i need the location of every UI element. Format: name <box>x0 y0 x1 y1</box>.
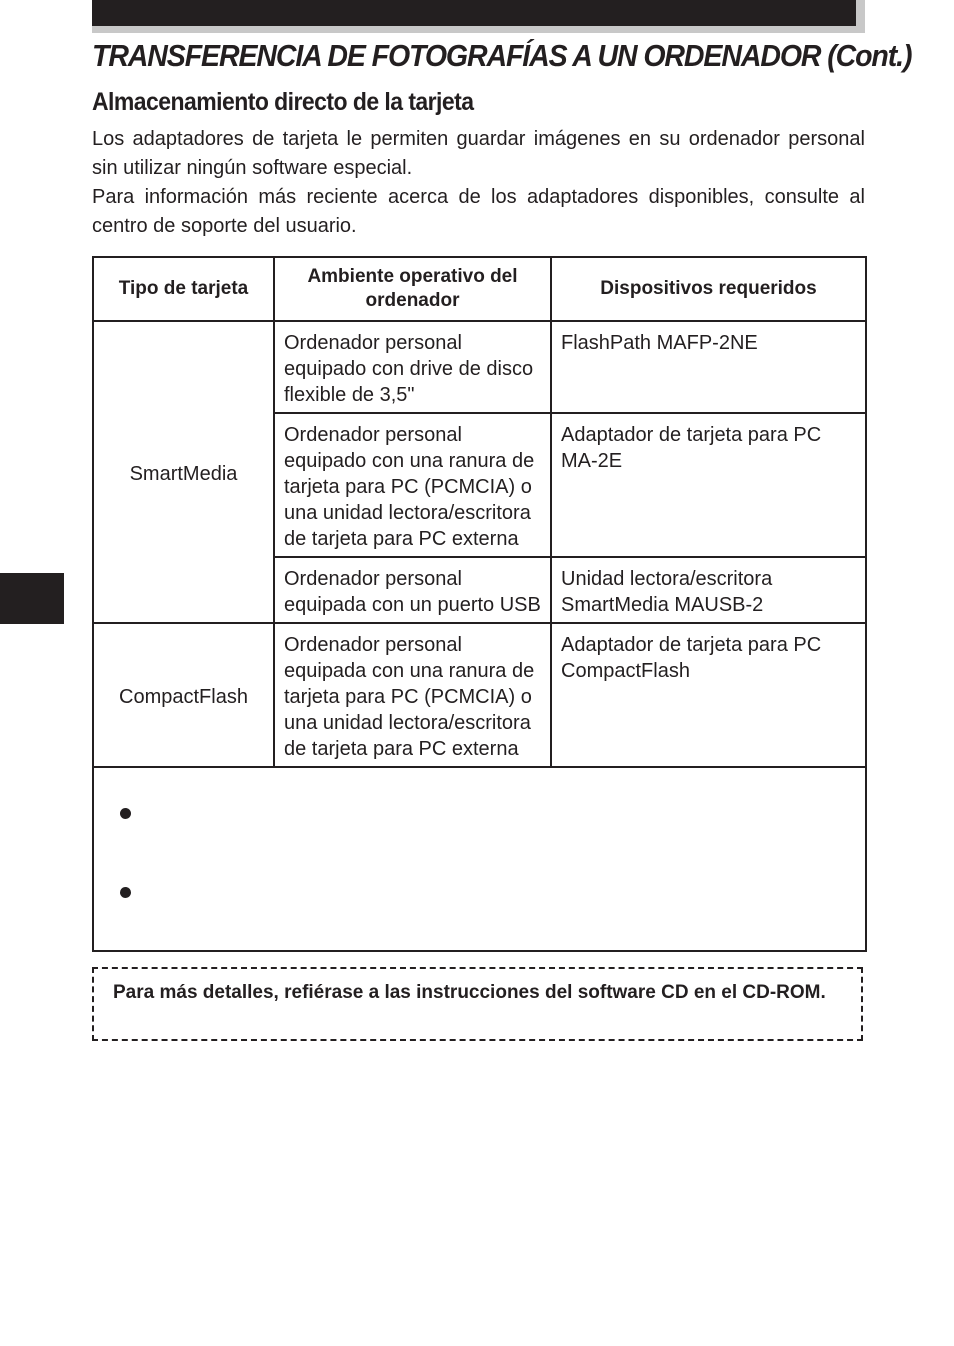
chapter-tab <box>0 573 64 624</box>
env-cell: Ordenador personal equipado con drive de disco flexible de 3,5" <box>274 321 551 413</box>
device-cell: Adaptador de tarjeta para PC MA-2E <box>551 413 866 557</box>
header-devices: Dispositivos requeridos <box>551 257 866 321</box>
card-type-smartmedia: SmartMedia <box>93 321 274 623</box>
env-cell: Ordenador personal equipado con una ranura de tarjeta para PC (PCMCIA) o una unidad lectora/escritora de tarjeta para PC externa <box>274 413 551 557</box>
table-row <box>93 623 866 767</box>
details-note-box <box>92 967 863 1041</box>
bullet-icon <box>120 808 131 819</box>
env-cell: Ordenador personal equipada con una ranura de tarjeta para PC (PCMCIA) o una unidad lectora/escritora de tarjeta para PC externa <box>274 623 551 767</box>
header-environment: Ambiente operativo del ordenador <box>274 257 551 321</box>
device-cell: Adaptador de tarjeta para PC CompactFlash <box>551 623 866 767</box>
header-card-type: Tipo de tarjeta <box>93 257 274 321</box>
device-cell: Unidad lectora/escritora SmartMedia MAUSB-2 <box>551 557 866 623</box>
notes-cell <box>93 767 866 951</box>
bullet-icon <box>120 887 131 898</box>
section-heading: Almacenamiento directo de la tarjeta <box>92 88 474 116</box>
intro-paragraph: Los adaptadores de tarjeta le permiten guardar imágenes en su ordenador personal sin utilizar ningún software especial. <box>92 128 865 179</box>
info-paragraph: Para información más reciente acerca de los adaptadores disponibles, consulte al centro de soporte del usuario. <box>92 186 865 237</box>
adapter-table <box>92 256 867 952</box>
env-cell: Ordenador personal equipada con un puerto USB <box>274 557 551 623</box>
table-row <box>93 321 866 413</box>
header-bar <box>92 0 856 26</box>
card-type-compactflash: CompactFlash <box>93 623 274 767</box>
notes-row <box>93 767 866 951</box>
header-bar-shadow-bottom <box>92 26 865 33</box>
page-title: TRANSFERENCIA DE FOTOGRAFÍAS A UN ORDENADOR (Cont.) <box>92 38 912 73</box>
details-note-text: Para más detalles, refiérase a las instrucciones del software CD en el CD-ROM. <box>113 982 826 1003</box>
device-cell: FlashPath MAFP-2NE <box>551 321 866 413</box>
table-header-row <box>93 257 866 321</box>
